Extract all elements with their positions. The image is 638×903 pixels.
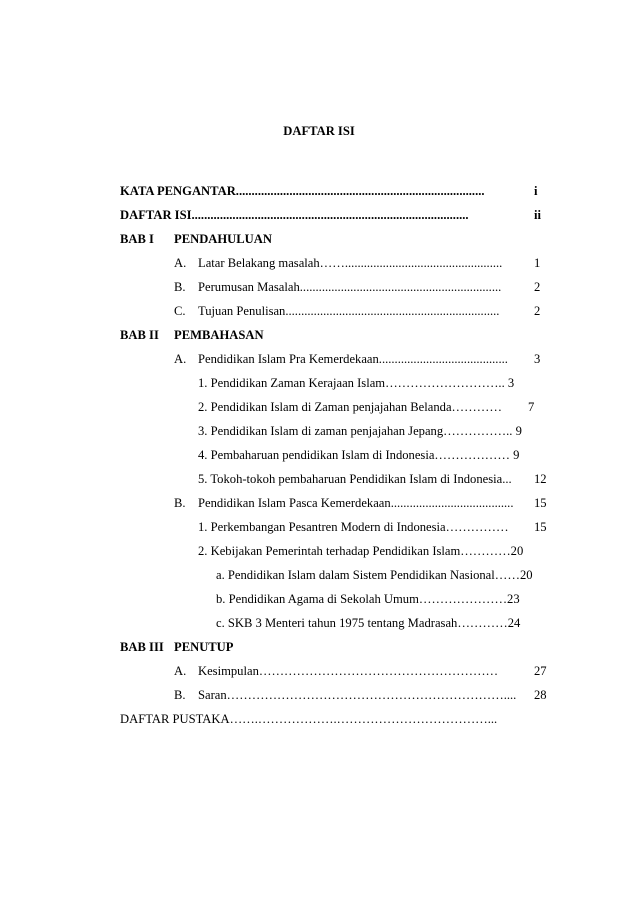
toc-entry-text: Latar Belakang masalah……..................................................	[198, 256, 503, 270]
section-marker: A.	[174, 352, 187, 366]
toc-row-kata-pengantar[interactable]	[0, 184, 638, 204]
toc-row-skb-3-menteri[interactable]	[0, 616, 638, 636]
toc-entry-text: DAFTAR ISI........................................................................................	[120, 208, 469, 222]
toc-row-bab-2[interactable]	[0, 328, 638, 348]
toc-row-penjajahan-belanda[interactable]	[0, 400, 638, 420]
toc-row-daftar-isi[interactable]	[0, 208, 638, 228]
toc-page-number: 15	[534, 520, 547, 534]
toc-page-number: 1	[534, 256, 541, 270]
toc-row-bab-3[interactable]	[0, 640, 638, 660]
chapter-title: PEMBAHASAN	[174, 328, 264, 342]
toc-row-perumusan-masalah[interactable]	[0, 280, 638, 300]
toc-entry-text: c. SKB 3 Menteri tahun 1975 tentang Madrasah…………24	[216, 616, 521, 630]
toc-row-pembaharuan[interactable]	[0, 448, 638, 468]
toc-page-number: 27	[534, 664, 547, 678]
section-marker: B.	[174, 496, 186, 510]
toc-row-saran[interactable]	[0, 688, 638, 708]
toc-page-number: 2	[534, 280, 541, 294]
toc-entry-text: 5. Tokoh-tokoh pembaharuan Pendidikan Islam di Indonesia...	[198, 472, 512, 486]
toc-row-penjajahan-jepang[interactable]	[0, 424, 638, 444]
toc-entry-text: 1. Pendidikan Zaman Kerajaan Islam……………………….. 3	[198, 376, 515, 390]
toc-entry-text: b. Pendidikan Agama di Sekolah Umum…………………23	[216, 592, 520, 606]
page-title: DAFTAR ISI	[283, 124, 355, 138]
toc-page-number: i	[534, 184, 538, 198]
chapter-number: BAB II	[120, 328, 159, 342]
toc-row-tujuan-penulisan[interactable]	[0, 304, 638, 324]
toc-row-zaman-kerajaan[interactable]	[0, 376, 638, 396]
section-marker: A.	[174, 256, 187, 270]
chapter-number: BAB III	[120, 640, 164, 654]
section-marker: C.	[174, 304, 186, 318]
toc-row-pasca-kemerdekaan[interactable]	[0, 496, 638, 516]
toc-row-sekolah-umum[interactable]	[0, 592, 638, 612]
toc-page-number: 3	[534, 352, 541, 366]
toc-page-number: 28	[534, 688, 547, 702]
toc-page-number: ii	[534, 208, 541, 222]
section-marker: B.	[174, 688, 186, 702]
chapter-title: PENDAHULUAN	[174, 232, 272, 246]
chapter-number: BAB I	[120, 232, 154, 246]
toc-entry-text: 1. Perkembangan Pesantren Modern di Indonesia……………	[198, 520, 509, 534]
section-marker: A.	[174, 664, 187, 678]
toc-row-latar-belakang[interactable]	[0, 256, 638, 276]
section-marker: B.	[174, 280, 186, 294]
toc-row-sistem-pendidikan-nasional[interactable]	[0, 568, 638, 588]
toc-entry-text: Pendidikan Islam Pasca Kemerdekaan.......................................	[198, 496, 514, 510]
toc-entry-text: DAFTAR PUSTAKA…….……………….………………………………...	[120, 712, 498, 726]
toc-entry-text: Perumusan Masalah................................................................	[198, 280, 502, 294]
toc-page-number: 7	[528, 400, 535, 414]
toc-row-pesantren-modern[interactable]	[0, 520, 638, 540]
chapter-title: PENUTUP	[174, 640, 234, 654]
toc-entry-text: a. Pendidikan Islam dalam Sistem Pendidikan Nasional……20	[216, 568, 533, 582]
toc-entry-text: Pendidikan Islam Pra Kemerdekaan.........................................	[198, 352, 508, 366]
toc-entry-text: 3. Pendidikan Islam di zaman penjajahan Jepang…………….. 9	[198, 424, 522, 438]
toc-row-kebijakan-pemerintah[interactable]	[0, 544, 638, 564]
toc-entry-text: 2. Pendidikan Islam di Zaman penjajahan Belanda…………	[198, 400, 502, 414]
toc-row-kesimpulan[interactable]	[0, 664, 638, 684]
toc-entry-text: 4. Pembaharuan pendidikan Islam di Indonesia……………… 9	[198, 448, 520, 462]
toc-entry-text: KATA PENGANTAR...............................................................................	[120, 184, 485, 198]
toc-row-bab-1[interactable]	[0, 232, 638, 252]
toc-row-daftar-pustaka[interactable]	[0, 712, 638, 732]
toc-page-number: 15	[534, 496, 547, 510]
toc-row-tokoh-tokoh[interactable]	[0, 472, 638, 492]
toc-row-pra-kemerdekaan[interactable]	[0, 352, 638, 372]
toc-page-number: 2	[534, 304, 541, 318]
toc-entry-text: Kesimpulan…………………………………………………	[198, 664, 499, 678]
toc-page-number: 12	[534, 472, 547, 486]
toc-entry-text: Saran…………………………………………………………....	[198, 688, 517, 702]
toc-entry-text: 2. Kebijakan Pemerintah terhadap Pendidikan Islam…………20	[198, 544, 524, 558]
toc-entry-text: Tujuan Penulisan....................................................................	[198, 304, 500, 318]
